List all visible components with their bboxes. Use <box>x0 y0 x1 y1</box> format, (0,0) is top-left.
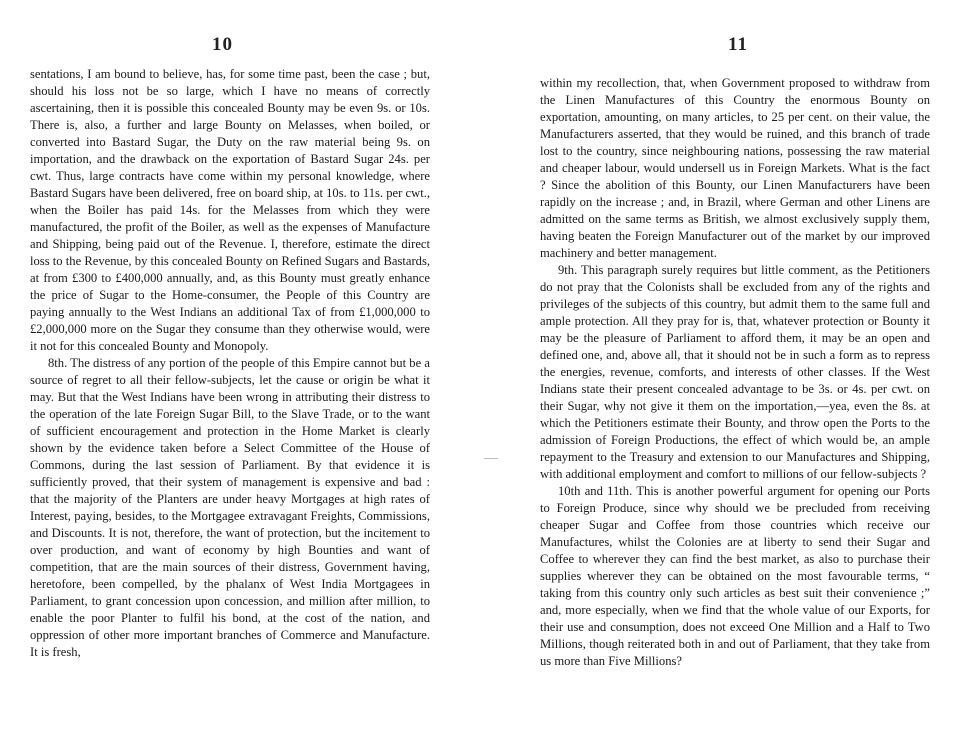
paragraph: within my recollection, that, when Government proposed to withdraw from the Linen Manufactures of this Country the enormous Bounty on exportation, amounting, on many articles, to 25 per cent. on their value, the Manufacturers asserted, that they would be ruined, and this branch of trade lost to the country, since neighbouring nations, possessing the raw material and cheaper labour, would undersell us in Foreign Markets. What is the fact ? Since the abolition of this Bounty, our Linen Manufacturers have been rapidly on the increase ; and, in Brazil, where German and other Linens are admitted on the same terms as British, we almost exclusively supply them, having beaten the Foreign Manufacturer out of the market by our improved machinery and better management. <box>540 76 930 260</box>
page-body <box>30 66 430 661</box>
page-number: 11 <box>728 34 748 55</box>
page-body <box>540 75 930 670</box>
paragraph: 9th. This paragraph surely requires but little comment, as the Petitioners do not pray that the Colonists shall be excluded from any of the rights and privileges of the subjects of this country, but admit them to the same full and ample protection. All they pray for is, that, whatever protection or Bounty it may be the pleasure of Parliament to afford them, it may be an open and defined one, and, above all, that it should not be in such a form as to repress the energies, revenue, comforts, and interests of other classes. If the West Indians state their present concealed advantage to be 3s. or 4s. per cwt. on their Sugar, why not give it them on the importation,—yea, even the 8s. at which the Petitioners estimate their Bounty, and throw open the Ports to the admission of Foreign Productions, the effect of which would be, an ample repayment to the Treasury and extension to our Manufactures and Shipping, with additional employment and comfort to millions of our fellow-subjects ? <box>540 263 930 481</box>
page-number: 10 <box>212 34 233 55</box>
paragraph: 10th and 11th. This is another powerful argument for opening our Ports to Foreign Produce, since why should we be precluded from receiving cheaper Sugar and Coffee from those countries which receive our Manufactures, whilst the Colonies are at liberty to send their Sugar and Coffee to wherever they can find the best market, as also to purchase their supplies wherever they can be obtained on the most favourable terms, “ taking from this country only such articles as best suit their convenience ;” and, more especially, when we find that the whole value of our Exports, for their use and consumption, does not exceed One Million and a Half to Two Millions, though reiterated both in and out of Parliament, that they take from us more than Five Millions? <box>540 484 930 668</box>
paragraph: 8th. The distress of any portion of the people of this Empire cannot but be a source of regret to all their fellow-subjects, let the cause or origin be what it may. But that the West Indians have been wrong in attributing their distress to the operation of the late Foreign Sugar Bill, to the Slave Trade, or to the want of sufficient encouragement and protection in the Home Market is clearly shown by the evidence taken before a Select Committee of the House of Commons, during the last session of Parliament. By that evidence it is sufficiently proved, that their system of management is expensive and bad : that the majority of the Planters are under heavy Mortgages at high rates of Interest, paying, besides, to the Mortgagee extravagant Freights, Commissions, and Discounts. It is not, therefore, the want of protection, but the incitement to over production, and want of economy by high Bounties and want of competition, that are the main sources of their distress, Government having, heretofore, been compelled, by the phalanx of West India Mortgagees in Parliament, to grant concession upon concession, and million after million, to enable the poor Planter to fulfil his bond, at the cost of the nation, and oppression of other more important branches of Commerce and Manufacture. It is fresh, <box>30 356 430 659</box>
right-page <box>490 0 980 755</box>
paragraph: sentations, I am bound to believe, has, for some time past, been the case ; but, should his loss not be so large, which I have no means of correctly ascertaining, then it is possible this concealed Bounty may be even 9s. or 10s. There is, also, a further and large Bounty on Melasses, when boiled, or converted into Bastard Sugar, the Duty on the raw material being 9s. on importation, and the drawback on the exportation of Bastard Sugar 24s. per cwt. Thus, large contracts have come within my personal knowledge, where Bastard Sugars have been delivered, free on board ship, at 10s. to 11s. per cwt., when the Boiler has paid 14s. for the Melasses from which they were manufactured, the profit of the Boiler, as well as the expenses of Manufacture and Shipping, being paid out of the Revenue. I, therefore, estimate the direct loss to the Revenue, by this concealed Bounty on Refined Sugars and Bastards, at from £300 to £400,000 annually, and, as this Bounty must greatly enhance the price of Sugar to the Home-consumer, the People of this Country are paying annually to the West Indians an additional Tax of from £1,000,000 to £2,000,000 more on the Sugar they consume than they otherwise would, were it not for this concealed Bounty and Monopoly. <box>30 67 430 353</box>
